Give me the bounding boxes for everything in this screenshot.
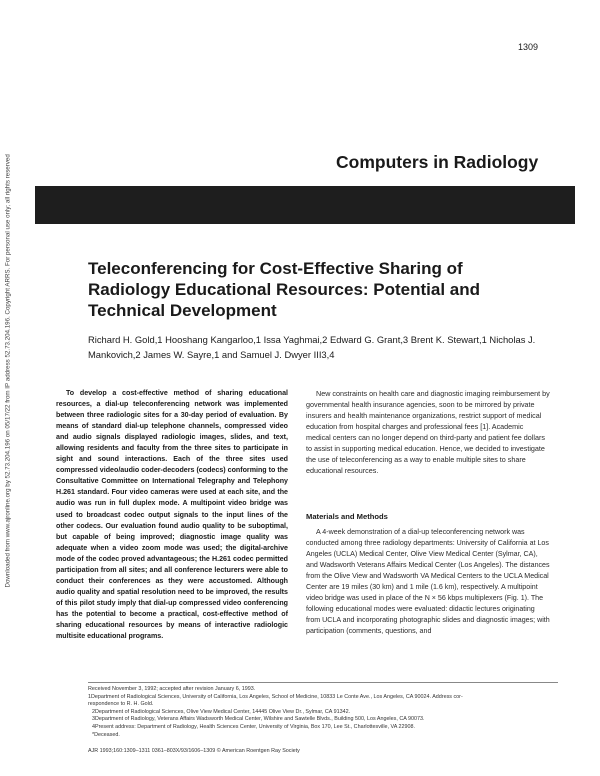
footnotes [88, 686, 558, 739]
footnote-3: 3Department of Radiology, Veterans Affairs Wadsworth Medical Center, Wilshire and Sawtelle Blvds., Building 500, Los Angeles, CA 90073. [92, 716, 425, 723]
journal-citation: AJR 1993;160:1309–1311 0361–803X/93/1606–1309 © American Roentgen Ray Society [88, 748, 300, 754]
footnote-divider [88, 682, 558, 683]
methods-paragraph: A 4-week demonstration of a dial-up teleconferencing network was conducted among three radiology departments: University of California at Los Angeles (UCLA) Medical Center, Olive View Medical Center (Sylmar, CA), and Wadsworth Veterans Affairs Medical Center (Los Angeles). The distances from the Olive View and Wadsworth VA Medical Centers to the UCLA Medical Center are 19 miles (30 km) and 1 mile (1.6 km), respectively. A multipoint video bridge was used in place of the N × 56 kbps multiplexers (Fig. 1). The following educational modes were evaluated: didactic lectures originating from UCLA and incorporating photographic slides and diagnostic images; with participation (comments, questions, and [306, 528, 550, 635]
methods-heading: Materials and Methods [306, 512, 388, 521]
received-note: Received November 3, 1992; accepted after revision January 6, 1993. [88, 686, 256, 692]
footnote-1-continued: respondence to R. H. Gold. [88, 701, 154, 708]
abstract: To develop a cost-effective method of sharing educational resources, a dial-up teleconferencing network was implemented between three radiologic sites for a 30-day period of evaluation. By means of standard dial-up telephone channels, compressed video and audio signals displayed radiologic images, slides, and text, allowing residents and faculty from the three sites to participate in sight and sound interactions. Each of the three sites used compressed video/audio coder-decoders (codecs) conforming to the Consultative Committee on International Telegraphy and Telephony H.261 standard. Four video cameras were used at each site, and the audio was run in full duplex mode. A multipoint video bridge was used to broadcast codec output signals to the input lines of the other codecs. Our evaluation found audio quality to be suboptimal, but capable of being improved; diagnostic image quality was adequate when a video zoom mode was used; the digital-archive mode of the codec proved advantageous; the H.261 codec permitted participation from all sites; and all conference lecturers were able to conduct their conferences as they were accustomed. Although audio quality and spatial resolution need to be improved, the results of this pilot study imply that dial-up compressed video conferencing has the potential to become a practical, cost-effective method of sharing educational resources by means of interactive radiologic multisite educational programs. [56, 389, 288, 641]
introduction-paragraph: New constraints on health care and diagnostic imaging reimbursement by governmental health insurance agencies, soon to be mirrored by private insurers and health maintenance organizations, restrict support of medical education from hospital charges and professional fees [1]. Academic medical centers can no longer depend on third-party and patient fee dollars to assist in supporting medical education. Hence, we decided to investigate the use of teleconferencing as a way to enable multiple sites to share educational resources. [306, 389, 550, 476]
footnote-2: 2Department of Radiological Sciences, Olive View Medical Center, 14445 Olive View Dr., Sylmar, CA 91342. [92, 708, 351, 715]
article-title: Teleconferencing for Cost-Effective Sharing of Radiology Educational Resources: Potential and Technical Development [88, 259, 481, 320]
header-banner [35, 186, 575, 224]
footnote-4: 4Present address: Department of Radiology, Health Sciences Center, University of Virginia, Box 170, Lee St., Charlottesville, VA 22908. [92, 723, 416, 730]
author-list: Richard H. Gold,1 Hooshang Kangarloo,1 Issa Yaghmai,2 Edward G. Grant,3 Brent K. Stewart,1 Nicholas J. Mankovich,2 James W. Sayre,1 and Samuel J. Dwyer III3,4 [88, 334, 536, 360]
footnote-5: *Deceased. [92, 731, 120, 738]
download-notice: Downloaded from www.ajronline.org by 52.73.204.196 on 05/17/22 from IP address 52.73.204.196. Copyright ARRS. For personal use only; all rights reserved [4, 154, 12, 588]
section-title: Computers in Radiology [336, 152, 539, 172]
footnote-1: 1Department of Radiological Sciences, University of California, Los Angeles, School of Medicine, 10833 Le Conte Ave., Los Angeles, CA 90024. Address cor- [88, 693, 463, 700]
page-number: 1309 [518, 42, 539, 52]
